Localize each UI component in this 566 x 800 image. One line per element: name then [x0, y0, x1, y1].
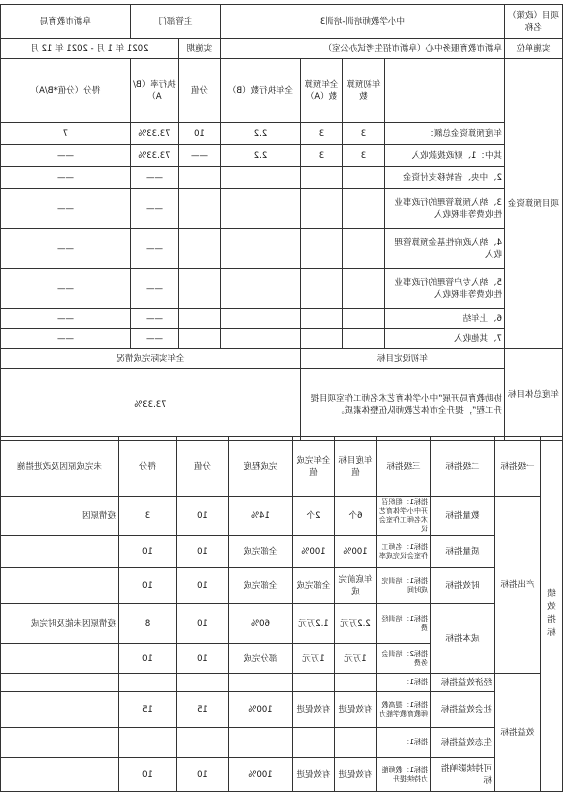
perf-target: 1万元: [335, 644, 377, 674]
period-label: 实施期: [178, 39, 220, 59]
perf-done: [293, 728, 335, 758]
funds-cell: [220, 189, 300, 229]
funds-cell: [178, 189, 220, 229]
funds-cell: ——: [0, 269, 130, 309]
funds-cell: 3: [343, 123, 385, 145]
perf-score: 10: [177, 497, 229, 536]
funds-col-header: 执行率（B/A）: [130, 59, 178, 123]
perf-got: 10: [119, 644, 177, 674]
perf-done: 有效促进: [293, 692, 335, 728]
perf-col-header: 三级指标: [377, 437, 431, 497]
funds-cell: ——: [130, 167, 178, 189]
perf-degree: 部分完成: [229, 644, 293, 674]
perf-col-header: 分值: [177, 437, 229, 497]
funds-cell: 10: [178, 123, 220, 145]
funds-cell: ——: [0, 309, 130, 329]
perf-col-header: 未完成原因及改进措施: [1, 437, 119, 497]
goals-actual-label: 全年实际完成情况: [0, 349, 300, 369]
funds-cell: [301, 167, 343, 189]
perf-l2: 经济效益指标: [431, 674, 495, 692]
funds-cell: 2.2: [220, 145, 300, 167]
funds-row-label: 2、中央、省转移支付资金: [385, 167, 505, 189]
funds-col-header: 全年预算数（A）: [301, 59, 343, 123]
perf-done: 全部完成: [293, 568, 335, 604]
perf-l2: 可持续影响指标: [431, 758, 495, 792]
funds-col-header: 全年执行数（B）: [220, 59, 300, 123]
funds-row-label: 年度预算资金总额：: [385, 123, 505, 145]
project-name: 中小学教师培训-培训3: [220, 5, 504, 39]
perf-reason: [1, 692, 119, 728]
funds-cell: [220, 167, 300, 189]
perf-target: 6个: [335, 497, 377, 536]
perf-score: 10: [177, 568, 229, 604]
funds-cell: ——: [0, 189, 130, 229]
perf-degree: [229, 728, 293, 758]
perf-degree: 100%: [229, 758, 293, 792]
perf-l3: 指标1：培训经费: [377, 604, 431, 644]
funds-col-header: 分值: [178, 59, 220, 123]
dept-label: 主管部门: [130, 5, 220, 39]
project-name-label: 项目（政策）名称: [505, 5, 563, 39]
funds-cell: [343, 189, 385, 229]
funds-section-label: 项目预算资金: [505, 59, 563, 349]
perf-got: 10: [119, 568, 177, 604]
perf-got: 8: [119, 604, 177, 644]
perf-l3: 指标1：组织召开中小学体育艺术名师工作室会议: [377, 497, 431, 536]
perf-score: 10: [177, 604, 229, 644]
perf-score: 10: [177, 536, 229, 568]
funds-row-label: 5、纳入专户管理的行政事业性收费等非税收入: [385, 269, 505, 309]
perf-got: [119, 674, 177, 692]
funds-cell: [301, 229, 343, 269]
perf-done: 2个: [293, 497, 335, 536]
perf-target: 100%: [335, 536, 377, 568]
perf-target: 有效促进: [335, 758, 377, 792]
funds-cell: ——: [0, 145, 130, 167]
funds-cell: 3: [343, 145, 385, 167]
perf-got: 3: [119, 497, 177, 536]
funds-cell: [220, 309, 300, 329]
perf-section-label: 绩效指标: [541, 437, 563, 792]
funds-cell: [178, 167, 220, 189]
funds-cell: 3: [301, 145, 343, 167]
perf-l2: 质量指标: [431, 536, 495, 568]
benefit-indicator-label: 效益指标: [495, 674, 541, 792]
funds-cell: [178, 229, 220, 269]
funds-cell: [301, 309, 343, 329]
funds-cell: 2.2: [220, 123, 300, 145]
perf-reason: [1, 568, 119, 604]
perf-target: 2.2万元: [335, 604, 377, 644]
funds-cell: [220, 229, 300, 269]
funds-cell: [301, 329, 343, 349]
funds-cell: ——: [0, 329, 130, 349]
perf-score: 10: [177, 644, 229, 674]
perf-score: [177, 674, 229, 692]
perf-col-header: 一级指标: [495, 437, 541, 497]
funds-row-label: 3、纳入预算管理的行政事业性收费等非税收入: [385, 189, 505, 229]
funds-cell: [343, 329, 385, 349]
funds-cell: [220, 329, 300, 349]
funds-cell: ——: [130, 189, 178, 229]
perf-col-header: 全年完成值: [293, 437, 335, 497]
funds-cell: 73.33%: [130, 123, 178, 145]
funds-cell: [343, 309, 385, 329]
perf-reason: [1, 536, 119, 568]
funds-row-label: 6、上年结: [385, 309, 505, 329]
goals-set-text: 协助教育局开展“中小学体育艺术名师工作室项目提升工程”，提升全市体艺教师队伍整体素质。: [301, 369, 505, 441]
perf-degree: 14%: [229, 497, 293, 536]
funds-cell: [301, 189, 343, 229]
funds-col-header: 得分（分值*B/A）: [0, 59, 130, 123]
perf-degree: 100%: [229, 692, 293, 728]
perf-reason: 疫情原因未能及时完成: [1, 604, 119, 644]
perf-score: [177, 728, 229, 758]
perf-got: 10: [119, 536, 177, 568]
funds-cell: 73.33%: [130, 145, 178, 167]
output-indicator-label: 产出指标: [495, 497, 541, 674]
perf-degree: 全部完成: [229, 568, 293, 604]
perf-l2: 成本指标: [431, 604, 495, 674]
perf-l3: 指标1：: [377, 674, 431, 692]
funds-cell: ——: [130, 269, 178, 309]
funds-cell: [178, 329, 220, 349]
funds-cell: ——: [130, 329, 178, 349]
perf-got: [119, 728, 177, 758]
perf-done: 有效促进: [293, 758, 335, 792]
perf-score: 10: [177, 758, 229, 792]
funds-row-label: 其中：1、财政拨款收入: [385, 145, 505, 167]
perf-l2: 时效指标: [431, 568, 495, 604]
perf-degree: 60%: [229, 604, 293, 644]
funds-cell: [178, 269, 220, 309]
perf-target: 有效促进: [335, 692, 377, 728]
perf-col-header: 二级指标: [431, 437, 495, 497]
perf-l3: 指标1：培训完成时间: [377, 568, 431, 604]
funds-row-label: 4、纳入政府性基金预算管理收入: [385, 229, 505, 269]
perf-l3: 指标1：名师工作室会议完成率: [377, 536, 431, 568]
perf-col-header: 完成程度: [229, 437, 293, 497]
project-funds-table: [0, 4, 563, 441]
funds-cell: ——: [178, 145, 220, 167]
dept-name: 阜新市教育局: [0, 5, 130, 39]
funds-cell: 7: [0, 123, 130, 145]
funds-row-label: 7、其他收入: [385, 329, 505, 349]
funds-cell: [220, 269, 300, 309]
perf-reason: [1, 644, 119, 674]
perf-target: 年底前完成: [335, 568, 377, 604]
perf-got: 10: [119, 758, 177, 792]
perf-reason: [1, 758, 119, 792]
funds-cell: [178, 309, 220, 329]
perf-done: [293, 674, 335, 692]
goals-section-label: 年度总体目标: [505, 349, 563, 441]
perf-target: [335, 674, 377, 692]
funds-cell: ——: [130, 309, 178, 329]
perf-got: 15: [119, 692, 177, 728]
goals-actual-text: 73.33%: [0, 369, 300, 441]
funds-cell: [343, 269, 385, 309]
funds-cell: ——: [0, 167, 130, 189]
period-value: 2021 年 1 月 - 2021 年 12 月: [0, 39, 178, 59]
funds-cell: [343, 229, 385, 269]
funds-cell: [301, 269, 343, 309]
performance-indicators-table: [0, 436, 563, 792]
perf-degree: 全部完成: [229, 536, 293, 568]
perf-done: 1万元: [293, 644, 335, 674]
perf-l2: 生态效益指标: [431, 728, 495, 758]
unit-name: 阜新市教育服务中心（阜新市招生考试办公室）: [220, 39, 504, 59]
perf-l3: 指标1：教师能力持续提升: [377, 758, 431, 792]
perf-l3: 指标2：培训会务费: [377, 644, 431, 674]
perf-target: [335, 728, 377, 758]
funds-cell: [343, 167, 385, 189]
perf-l2: 社会效益指标: [431, 692, 495, 728]
funds-col-header: 年初预算数: [343, 59, 385, 123]
perf-reason: 疫情原因: [1, 497, 119, 536]
perf-col-header: 年度目标值: [335, 437, 377, 497]
perf-l3: 指标1：提高教师教育教学能力: [377, 692, 431, 728]
funds-cell: ——: [0, 229, 130, 269]
perf-reason: [1, 674, 119, 692]
perf-done: 1.2万元: [293, 604, 335, 644]
funds-cell: 3: [301, 123, 343, 145]
perf-score: 15: [177, 692, 229, 728]
perf-done: 100%: [293, 536, 335, 568]
perf-degree: [229, 674, 293, 692]
perf-reason: [1, 728, 119, 758]
perf-l2: 数量指标: [431, 497, 495, 536]
unit-label: 实施单位: [505, 39, 563, 59]
perf-l3: 指标1：: [377, 728, 431, 758]
goals-set-label: 年初设定目标: [301, 349, 505, 369]
perf-col-header: 得分: [119, 437, 177, 497]
funds-header-blank: [385, 59, 505, 123]
funds-cell: ——: [130, 229, 178, 269]
